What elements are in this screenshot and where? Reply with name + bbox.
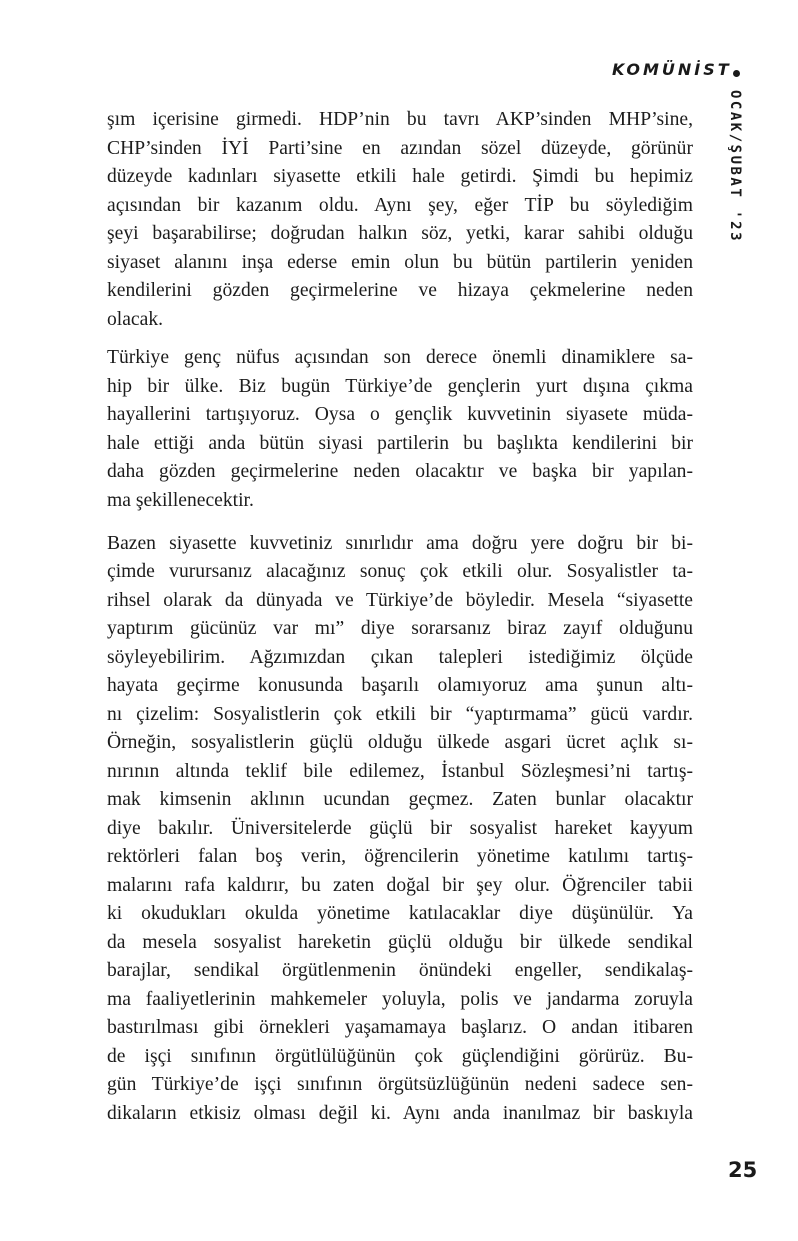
text-line: rektörleri falan boş verin, öğrencilerin yönetime katılımı tartış- <box>107 846 693 867</box>
text-line: gün Türkiye’de işçi sınıfının örgütsüzlüğünün nedeni sadece sen- <box>107 1074 693 1095</box>
text-line: Türkiye genç nüfus açısından son derece önemli dinamiklere sa- <box>107 347 693 368</box>
text-line: söyleyebilirim. Ağzımızdan çıkan talepleri istediğimiz ölçüde <box>107 647 693 668</box>
text-line: CHP’sinden İYİ Parti’sine en azından sözel düzeyde, görünür <box>107 138 693 159</box>
text-line: daha gözden geçirmelerine neden olacaktır ve başka bir yapılan- <box>107 461 693 482</box>
text-line: açısından bir kazanım oldu. Aynı şey, eğer TİP bu söylediğim <box>107 195 693 216</box>
text-line: hip bir ülke. Biz bugün Türkiye’de gençlerin yurt dışına çıkma <box>107 376 693 397</box>
text-line: da mesela sosyalist hareketin güçlü olduğu bir ülkede sendikal <box>107 932 693 953</box>
text-line: hayata geçirme konusunda başarılı olamıyoruz ama şunun altı- <box>107 675 693 696</box>
issue-date: OCAK/ŞUBAT '23 <box>727 90 743 244</box>
page-number: 25 <box>728 1158 758 1182</box>
text-line: diye bakılır. Üniversitelerde güçlü bir sosyalist hareket kayyum <box>107 818 693 839</box>
text-line: hayallerini tartışıyoruz. Oysa o gençlik kuvvetinin siyasete müda- <box>107 404 693 425</box>
bullet-dot-icon <box>733 70 740 77</box>
text-line: malarını rafa kaldırır, bu zaten doğal bir şey olur. Öğrenciler tabii <box>107 875 693 896</box>
text-line: siyaset alanını inşa ederse emin olun bu bütün partilerin yeniden <box>107 252 693 273</box>
text-line: barajlar, sendikal örgütlenmenin önündeki engeller, sendikalaş- <box>107 960 693 981</box>
magazine-title: KOMÜNİST <box>612 60 732 79</box>
text-line: ma faaliyetlerinin mahkemeler yoluyla, polis ve jandarma zoruyla <box>107 989 693 1010</box>
text-line: rihsel olarak da dünyada ve Türkiye’de böyledir. Mesela “siyasette <box>107 590 693 611</box>
text-line: ki okudukları okulda yönetime katılacaklar diye düşünülür. Ya <box>107 903 693 924</box>
text-line: mak kimsenin aklının ucundan geçmez. Zaten bunlar olacaktır <box>107 789 693 810</box>
text-line: Örneğin, sosyalistlerin güçlü olduğu ülkede asgari ücret açlık sı- <box>107 732 693 753</box>
text-line: bastırılması gibi örnekleri yaşamamaya başlarız. O andan itibaren <box>107 1017 693 1038</box>
text-line: nı çizelim: Sosyalistlerin çok etkili bir “yaptırmama” gücü vardır. <box>107 704 693 725</box>
text-line: hale ettiği anda bütün siyasi partilerin bu başlıkta kendilerini bir <box>107 433 693 454</box>
text-line: olacak. <box>107 309 164 330</box>
text-line: Bazen siyasette kuvvetiniz sınırlıdır ama doğru yere doğru bir bi- <box>107 533 693 554</box>
text-line: de işçi sınıfının örgütlülüğünün çok güçlendiğini görürüz. Bu- <box>107 1046 693 1067</box>
text-line: ma şekillenecektir. <box>107 490 254 511</box>
text-line: şeyi başarabilirse; doğrudan halkın söz, yetki, karar sahibi olduğu <box>107 223 693 244</box>
text-line: dikaların etkisiz olması değil ki. Aynı anda inanılmaz bir baskıyla <box>107 1103 693 1124</box>
text-line: çimde vurursanız alacağınız sonuç çok etkili olur. Sosyalistler ta- <box>107 561 693 582</box>
text-line: yaptırım gücünüz var mı” diye sorarsanız biraz zayıf olduğunu <box>107 618 693 639</box>
text-line: nırının altında teklif bile edilemez, İstanbul Sözleşmesi’ni tartış- <box>107 761 693 782</box>
text-line: kendilerini gözden geçirmelerine ve hizaya çekmelerine neden <box>107 280 693 301</box>
text-line: şım içerisine girmedi. HDP’nin bu tavrı AKP’sinden MHP’sine, <box>107 109 693 130</box>
text-line: düzeyde kadınları siyasette etkili hale getirdi. Şimdi bu hepimiz <box>107 166 693 187</box>
